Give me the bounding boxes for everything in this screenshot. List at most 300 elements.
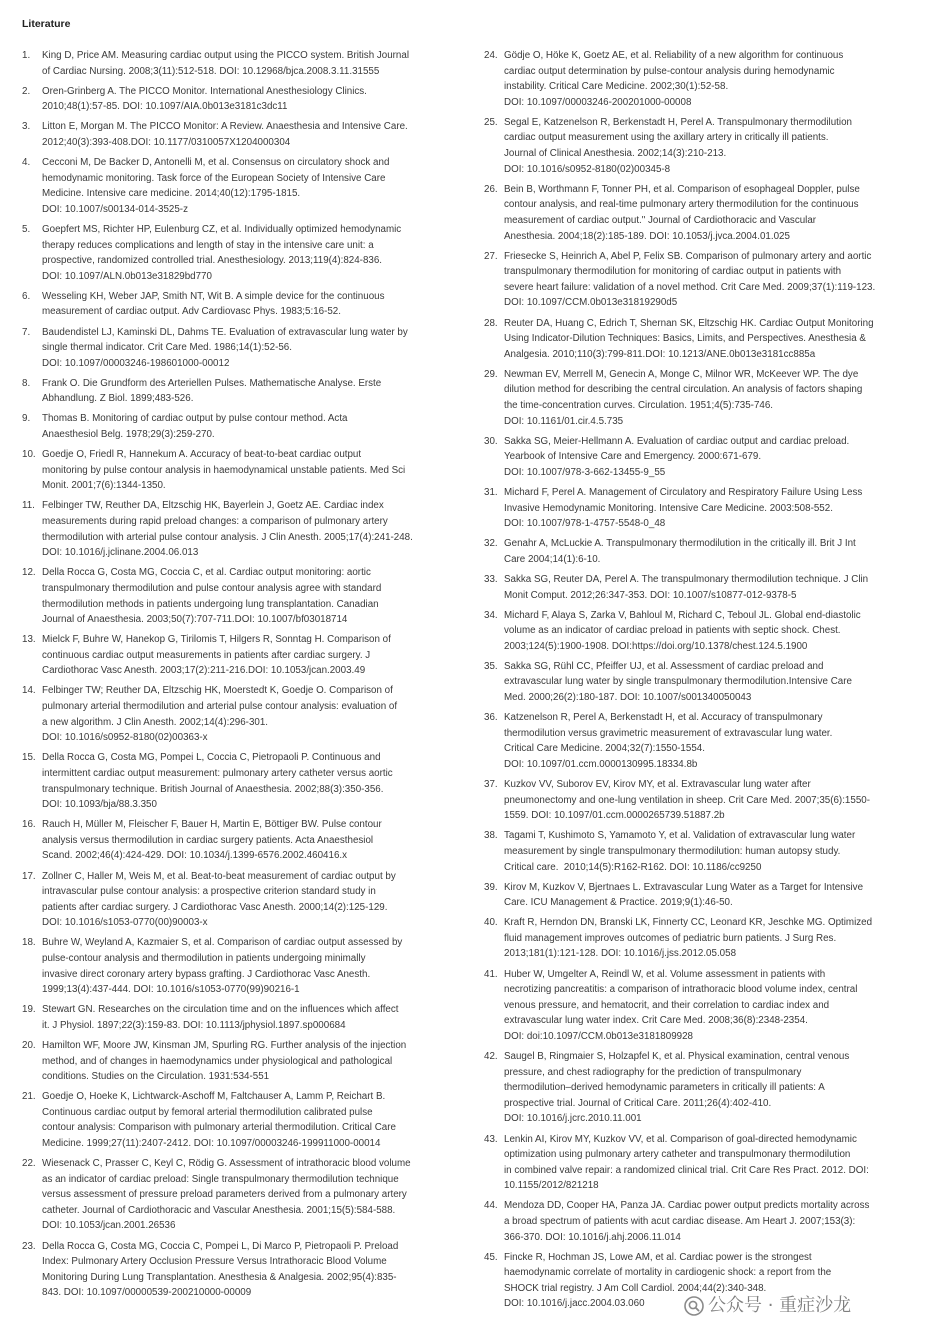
reference-text — [42, 1002, 456, 1033]
reference-line-box — [42, 597, 456, 613]
reference-line: Critical Care Medicine. 2004;32(7):1550-1554. — [504, 743, 705, 755]
reference-line-box — [504, 844, 918, 860]
reference-line: measurements during rapid preload changes: a comparison of pulmonary artery — [42, 516, 388, 528]
reference-line: pulmonary arterial thermodilution and arterial pulse contour analysis: evaluation of — [42, 701, 398, 713]
reference-item — [484, 572, 918, 603]
reference-number: 27. — [484, 250, 498, 262]
reference-line-box — [504, 828, 918, 844]
reference-line-box — [504, 690, 918, 706]
reference-line: Cardiothorac Vasc Anesth. 2003;17(2):211-216.DOI: 10.1053/jcan.2003.49 — [42, 665, 366, 677]
reference-line: extravascular lung water index. Crit Care Med. 2008;36(8):2348-2354. — [504, 1015, 808, 1027]
reference-number: 8. — [22, 377, 31, 389]
reference-number: 23. — [22, 1240, 36, 1252]
reference-number: 39. — [484, 881, 498, 893]
reference-line: Frank O. Die Grundform des Arteriellen Pulses. Mathematische Analyse. Erste — [42, 377, 382, 389]
reference-line: Oren-Grinberg A. The PICCO Monitor. International Anesthesiology Clinics. — [42, 85, 367, 97]
reference-line-box — [504, 1178, 918, 1194]
reference-line: Mielck F, Buhre W, Hanekop G, Tirilomis T, Hilgers R, Sonntag H. Comparison of — [42, 634, 391, 646]
reference-line-box — [42, 1054, 456, 1070]
reference-item — [22, 869, 456, 931]
reference-line-box — [42, 411, 456, 427]
reference-line: Wesseling KH, Weber JAP, Smith NT, Wit B. A simple device for the continuous — [42, 290, 385, 302]
reference-number: 3. — [22, 121, 31, 133]
reference-line-box — [504, 623, 918, 639]
reference-line: transpulmonary thermodilution and pulse contour analysis agree with standard — [42, 582, 382, 594]
reference-line: DOI: 10.1161/01.cir.4.5.735 — [504, 415, 624, 427]
reference-line-box — [42, 427, 456, 443]
reference-line-box — [42, 1018, 456, 1034]
reference-item — [22, 683, 456, 745]
reference-line: King D, Price AM. Measuring cardiac output using the PICCO system. British Journal — [42, 50, 409, 61]
reference-line: SHOCK trial registry. J Am Coll Cardiol. 2004;44(2):340-348. — [504, 1282, 767, 1294]
reference-line: Mendoza DD, Cooper HA, Panza JA. Cardiac power output predicts mortality across — [504, 1200, 870, 1212]
reference-line-box — [504, 1265, 918, 1281]
reference-line-box — [42, 1002, 456, 1018]
reference-line-box — [504, 998, 918, 1014]
reference-line-box — [42, 884, 456, 900]
reference-line-box — [42, 797, 456, 813]
reference-line: measurement of cardiac output. Adv Cardiovasc Phys. 1983;5:16-52. — [42, 306, 341, 318]
reference-line: Gödje O, Höke K, Goetz AE, et al. Reliability of a new algorithm for continuous — [504, 50, 844, 61]
reference-line-box — [42, 48, 456, 64]
reference-line-box — [42, 99, 456, 115]
reference-number: 41. — [484, 968, 498, 980]
reference-line: Goedje O, Hoeke K, Lichtwarck-Aschoff M, Faltchauser A, Lamm P, Reichart B. — [42, 1091, 386, 1103]
reference-line: method, and of changes in haemodynamics under physiological and pathological — [42, 1055, 393, 1067]
reference-line: Continuous cardiac output by femoral arterial thermodilution calibrated pulse — [42, 1106, 373, 1118]
reference-text — [504, 1132, 918, 1194]
reference-line-box — [504, 967, 918, 983]
reference-item — [484, 1198, 918, 1245]
reference-line-box — [42, 833, 456, 849]
reference-line-box — [42, 1203, 456, 1219]
reference-line: Segal E, Katzenelson R, Berkenstadt H, Perel A. Transpulmonary thermodilution — [504, 116, 852, 128]
reference-line-box — [42, 612, 456, 628]
reference-text — [504, 367, 918, 429]
reference-line-box — [504, 516, 918, 532]
reference-line-box — [42, 750, 456, 766]
reference-line-box — [504, 552, 918, 568]
reference-line: patients after cardiac surgery. J Cardiothorac Vasc Anesth. 2000;14(2):125-129. — [42, 901, 388, 913]
reference-text — [42, 447, 456, 494]
reference-line: contour analysis: Comparison with pulmonary arterial thermodilution. Critical Care — [42, 1122, 396, 1134]
reference-number: 5. — [22, 223, 31, 235]
reference-item — [484, 608, 918, 655]
reference-line: Abhandlung. Z Biol. 1899;483-526. — [42, 393, 194, 405]
reference-number: 45. — [484, 1251, 498, 1263]
reference-number: 28. — [484, 317, 498, 329]
reference-number: 29. — [484, 368, 498, 380]
reference-item — [22, 119, 456, 150]
reference-line-box — [42, 782, 456, 798]
reference-line: invasive direct coronary artery bypass grafting. J Cardiothorac Vasc Anesth. — [42, 968, 371, 980]
reference-number: 38. — [484, 830, 498, 842]
reference-line: DOI: 10.1016/s0952-8180(02)00363-x — [42, 732, 208, 744]
reference-line: Felbinger TW; Reuther DA, Eltzschig HK, Moerstedt K, Goedje O. Comparison of — [42, 685, 393, 697]
reference-line: Sakka SG, Meier-Hellmann A. Evaluation of cardiac output and cardiac preload. — [504, 435, 850, 447]
reference-line: thermodilution with arterial pulse contour analysis. J Clin Anesth. 2005;17(4):241-248. — [42, 531, 413, 543]
reference-line-box — [504, 182, 918, 198]
reference-line: cardiac output determination by pulse-contour analysis during hemodynamic — [504, 65, 835, 77]
reference-text — [42, 1156, 456, 1234]
reference-item — [484, 828, 918, 875]
reference-line-box — [42, 565, 456, 581]
reference-line: Kirov M, Kuzkov V, Bjertnaes L. Extravascular Lung Water as a Target for Intensive — [504, 881, 864, 893]
reference-line-box — [42, 935, 456, 951]
reference-line-box — [42, 848, 456, 864]
reference-number: 34. — [484, 609, 498, 621]
reference-line: Care. ICU Management & Practice. 2019;9(1):46-50. — [504, 897, 733, 909]
reference-line-box — [504, 64, 918, 80]
reference-line-box — [42, 900, 456, 916]
reference-line: Monitoring During Lung Transplantation. Anesthesia & Analgesia. 2002;95(4):835- — [42, 1271, 397, 1283]
reference-line: Hamilton WF, Moore JW, Kinsman JM, Spurling RG. Further analysis of the injection — [42, 1039, 407, 1051]
reference-line: DOI: 10.1016/s0952-8180(02)00345-8 — [504, 163, 671, 175]
reference-line: prospective, randomized controlled trial. Anesthesiology. 2013;119(4):824-836. — [42, 255, 383, 267]
reference-line-box — [42, 1172, 456, 1188]
reference-line-box — [504, 213, 918, 229]
reference-line-box — [42, 391, 456, 407]
reference-number: 4. — [22, 157, 31, 169]
reference-text — [504, 249, 918, 311]
reference-text — [42, 84, 456, 115]
reference-line-box — [42, 304, 456, 320]
reference-text — [504, 1198, 918, 1245]
reference-line: Lenkin AI, Kirov MY, Kuzkov VV, et al. Comparison of goal-directed hemodynamic — [504, 1133, 857, 1145]
reference-item — [484, 967, 918, 1045]
reference-line-box — [42, 1136, 456, 1152]
reference-number: 42. — [484, 1051, 498, 1063]
reference-text — [504, 485, 918, 532]
reference-line: transpulmonary technique. British Journal of Anaesthesia. 2002;88(3):350-356. — [42, 783, 384, 795]
reference-line: continuous cardiac output measurements in patients after cardiac surgery. J — [42, 649, 371, 661]
reference-line: Michard F, Alaya S, Zarka V, Bahloul M, Richard C, Teboul JL. Global end-diastolic — [504, 609, 861, 621]
reference-line-box — [504, 1080, 918, 1096]
reference-line-box — [42, 84, 456, 100]
reference-line-box — [504, 572, 918, 588]
reference-number: 33. — [484, 573, 498, 585]
reference-line: therapy reduces complications and length of stay in the intensive care unit: a — [42, 239, 374, 251]
reference-line: DOI: 10.1016/j.jcrc.2010.11.001 — [504, 1113, 642, 1125]
reference-line: Cecconi M, De Backer D, Antonelli M, et al. Consensus on circulatory shock and — [42, 157, 390, 169]
reference-line: Huber W, Umgelter A, Reindl W, et al. Volume assessment in patients with — [504, 968, 826, 980]
reference-number: 22. — [22, 1158, 36, 1170]
reference-line-box — [504, 1096, 918, 1112]
reference-item — [22, 411, 456, 442]
reference-line: measurement of cardiac output." Journal of Cardiothoracic and Vascular — [504, 214, 817, 226]
reference-text — [504, 1049, 918, 1127]
reference-line: 2003;124(5):1900-1908. DOI:https://doi.org/10.1378/chest.124.5.1900 — [504, 640, 808, 652]
reference-line-box — [504, 674, 918, 690]
reference-line-box — [504, 434, 918, 450]
reference-line-box — [504, 79, 918, 95]
reference-line: Sakka SG, Rühl CC, Pfeiffer UJ, et al. Assessment of cardiac preload and — [504, 660, 824, 672]
reference-item — [484, 1049, 918, 1127]
reference-line: Katzenelson R, Perel A, Berkenstadt H, et al. Accuracy of transpulmonary — [504, 712, 823, 724]
reference-text — [42, 1239, 456, 1301]
reference-number: 14. — [22, 685, 36, 697]
reference-line-box — [504, 146, 918, 162]
reference-line: thermodilution versus gravimetric measurement of extravascular lung water. — [504, 727, 833, 739]
reference-line: Scand. 2002;46(4):424-429. DOI: 10.1034/j.1399-6576.2002.460416.x — [42, 850, 348, 862]
reference-line-box — [504, 398, 918, 414]
reference-line-box — [504, 229, 918, 245]
reference-item — [22, 565, 456, 627]
reference-line-box — [504, 295, 918, 311]
reference-line: DOI: 10.1097/01.ccm.0000130995.18334.8b — [504, 758, 698, 770]
reference-item — [484, 659, 918, 706]
reference-line: Anaesthesiol Belg. 1978;29(3):259-270. — [42, 429, 215, 441]
reference-item — [22, 1002, 456, 1033]
reference-line-box — [42, 951, 456, 967]
reference-line-box — [42, 663, 456, 679]
reference-line: in combined valve repair: a randomized clinical trial. Crit Care Res Pract. 2012. DOI: — [504, 1164, 869, 1176]
reference-text — [42, 289, 456, 320]
reference-line: it. J Physiol. 1897;22(3):159-83. DOI: 10.1113/jphysiol.1897.sp000684 — [42, 1019, 346, 1031]
reference-line-box — [42, 699, 456, 715]
reference-line: Genahr A, McLuckie A. Transpulmonary thermodilution in the critically ill. Brit J Int — [504, 538, 856, 550]
reference-line: Reuter DA, Huang C, Edrich T, Shernan SK, Eltzschig HK. Cardiac Output Monitoring — [504, 317, 874, 329]
reference-number: 17. — [22, 870, 36, 882]
reference-line: DOI: 10.1097/ALN.0b013e31829bd770 — [42, 270, 212, 282]
reference-line: catheter. Journal of Cardiothoracic and Vascular Anesthesia. 2001;15(5):584-588. — [42, 1204, 396, 1216]
reference-line: measurement by single transpulmonary thermodilution: human autopsy study. — [504, 845, 841, 857]
reference-text — [504, 880, 918, 911]
reference-line: extravascular lung water by single transpulmonary thermodilution.Intensive Care — [504, 676, 852, 688]
reference-item — [22, 750, 456, 812]
reference-number: 9. — [22, 413, 31, 425]
reference-number: 12. — [22, 567, 36, 579]
reference-line: DOI: 10.1097/00003246-198601000-00012 — [42, 357, 230, 369]
reference-line: Saugel B, Ringmaier S, Holzapfel K, et al. Physical examination, central venous — [504, 1051, 850, 1063]
watermark-text: 公众号 · 重症沙龙 — [708, 1295, 852, 1316]
reference-line-box — [504, 639, 918, 655]
reference-line: DOI: 10.1053/jcan.2001.26536 — [42, 1220, 176, 1232]
reference-line-box — [42, 648, 456, 664]
reference-item — [484, 182, 918, 244]
reference-text — [504, 434, 918, 481]
reference-text — [42, 411, 456, 442]
reference-line-box — [42, 447, 456, 463]
reference-line: 366-370. DOI: 10.1016/j.ahj.2006.11.014 — [504, 1231, 681, 1243]
reference-line-box — [504, 331, 918, 347]
reference-item — [22, 632, 456, 679]
reference-line-box — [42, 1089, 456, 1105]
reference-text — [504, 115, 918, 177]
reference-line: optimization using pulmonary artery catheter and transpulmonary thermodilution — [504, 1149, 851, 1161]
reference-line: Anesthesia. 2004;18(2):185-189. DOI: 10.1053/j.jvca.2004.01.025 — [504, 230, 790, 242]
reference-line-box — [504, 249, 918, 265]
reference-line: Goepfert MS, Richter HP, Eulenburg CZ, et al. Individually optimized hemodynamic — [42, 223, 402, 235]
reference-number: 32. — [484, 538, 498, 550]
reference-line: DOI: 10.1007/978-3-662-13455-9_55 — [504, 466, 666, 478]
reference-item — [484, 915, 918, 962]
reference-item — [22, 447, 456, 494]
reference-line-box — [42, 545, 456, 561]
reference-number: 36. — [484, 712, 498, 724]
reference-line-box — [504, 726, 918, 742]
reference-item — [484, 880, 918, 911]
reference-line: DOI: 10.1007/978-1-4757-5548-0_48 — [504, 518, 666, 530]
reference-item — [22, 48, 456, 79]
reference-line: Della Rocca G, Costa MG, Coccia C, et al. Cardiac output monitoring: aortic — [42, 567, 371, 579]
reference-line-box — [504, 1065, 918, 1081]
reference-line-box — [42, 186, 456, 202]
reference-item — [484, 434, 918, 481]
reference-line: prospective trial. Journal of Critical Care. 2011;26(4):402-410. — [504, 1097, 772, 1109]
reference-line-box — [504, 777, 918, 793]
reference-line-box — [504, 1250, 918, 1266]
reference-item — [484, 316, 918, 363]
reference-line: DOI: 10.1016/j.jacc.2004.03.060 — [504, 1298, 645, 1310]
reference-line: 2012;40(3):393-408.DOI: 10.1177/0310057X1204000304 — [42, 136, 291, 148]
reference-line-box — [504, 1230, 918, 1246]
reference-text — [42, 376, 456, 407]
reference-line-box — [42, 135, 456, 151]
reference-line: instability. Critical Care Medicine. 2002;30(1):52-58. — [504, 81, 729, 93]
reference-item — [22, 1038, 456, 1085]
reference-item — [484, 777, 918, 824]
reference-line-box — [504, 48, 918, 64]
reference-line: Goedje O, Friedl R, Hannekum A. Accuracy of beat-to-beat cardiac output — [42, 449, 362, 461]
reference-text — [42, 817, 456, 864]
reference-line-box — [42, 1069, 456, 1085]
reference-number: 37. — [484, 779, 498, 791]
reference-line: necrotizing pancreatitis: a comparison of intrathoracic blood volume index, central — [504, 984, 858, 996]
reference-number: 26. — [484, 183, 498, 195]
reference-text — [42, 565, 456, 627]
reference-number: 31. — [484, 486, 498, 498]
reference-line-box — [42, 1218, 456, 1234]
reference-line-box — [42, 289, 456, 305]
reference-item — [484, 115, 918, 177]
reference-line-box — [42, 478, 456, 494]
reference-line: volume as an indicator of cardiac preload in patients with septic shock. Chest. — [504, 625, 841, 637]
reference-item — [22, 498, 456, 560]
reference-item — [22, 1239, 456, 1301]
reference-line: venous pressure, and hematocrit, and their correlation to cardiac index and — [504, 999, 830, 1011]
reference-text — [504, 710, 918, 772]
reference-number: 35. — [484, 660, 498, 672]
reference-line: Bein B, Worthmann F, Tonner PH, et al. Comparison of esophageal Doppler, pulse — [504, 183, 860, 195]
reference-text — [504, 608, 918, 655]
reference-line: a new algorithm. J Clin Anesth. 2002;14(4):296-301. — [42, 716, 269, 728]
reference-line-box — [42, 581, 456, 597]
reference-number: 7. — [22, 326, 31, 338]
reference-line-box — [42, 376, 456, 392]
reference-line: conditions. Studies on the Circulation. 1931:534-551 — [42, 1071, 270, 1083]
reference-number: 20. — [22, 1039, 36, 1051]
reference-item — [22, 289, 456, 320]
wechat-official-account-icon — [684, 1296, 704, 1316]
reference-item — [484, 536, 918, 567]
reference-line: Thomas B. Monitoring of cardiac output by pulse contour method. Acta — [42, 413, 348, 425]
reference-line-box — [504, 757, 918, 773]
reference-line: monitoring by pulse contour analysis in haemodynamical unstable patients. Med Sci — [42, 464, 406, 476]
reference-line: Yearbook of Intensive Care and Emergency. 2000:671-679. — [504, 451, 762, 463]
reference-text — [504, 48, 918, 110]
reference-line-box — [504, 465, 918, 481]
reference-line-box — [42, 356, 456, 372]
reference-column-left — [22, 48, 456, 1305]
reference-line-box — [504, 1132, 918, 1148]
reference-number: 6. — [22, 290, 31, 302]
reference-item — [22, 325, 456, 372]
reference-line: 2010;48(1):57-85. DOI: 10.1097/AIA.0b013e3181c3dc11 — [42, 101, 288, 113]
reference-line-box — [504, 1111, 918, 1127]
reference-line-box — [504, 162, 918, 178]
reference-text — [504, 536, 918, 567]
reference-line-box — [42, 498, 456, 514]
reference-item — [484, 485, 918, 532]
reference-line: a broad spectrum of patients with acut cardiac disease. Am Heart J. 2007;153(3): — [504, 1215, 856, 1227]
reference-line-box — [42, 1120, 456, 1136]
reference-line: DOI: 10.1016/j.jclinane.2004.06.013 — [42, 547, 199, 559]
reference-line-box — [42, 340, 456, 356]
reference-line-box — [504, 449, 918, 465]
reference-text — [42, 683, 456, 745]
reference-line-box — [42, 64, 456, 80]
reference-number: 19. — [22, 1004, 36, 1016]
reference-line-box — [42, 171, 456, 187]
reference-line: Felbinger TW, Reuther DA, Eltzschig HK, Bayerlein J, Goetz AE. Cardiac index — [42, 500, 384, 512]
reference-line: Journal of Clinical Anesthesia. 2002;14(3):210-213. — [504, 148, 727, 160]
reference-line: Monit Comput. 2012;26:347-353. DOI: 10.1007/s10877-012-9378-5 — [504, 589, 797, 601]
reference-line-box — [42, 715, 456, 731]
reference-number: 43. — [484, 1133, 498, 1145]
reference-line: Zollner C, Haller M, Weis M, et al. Beat-to-beat measurement of cardiac output by — [42, 870, 396, 882]
reference-number: 40. — [484, 917, 498, 929]
reference-line: 10.1155/2012/821218 — [504, 1180, 599, 1192]
reference-line-box — [42, 514, 456, 530]
reference-line: transpulmonary thermodilution for monitoring of cardiac output in patients with — [504, 266, 842, 278]
reference-line-box — [42, 222, 456, 238]
reference-line-box — [504, 95, 918, 111]
reference-text — [42, 1089, 456, 1151]
reference-line: dilution method for describing the central circulation. An analysis of factors shaping — [504, 384, 863, 396]
reference-line: Fincke R, Hochman JS, Lowe AM, et al. Cardiac power is the strongest — [504, 1251, 812, 1263]
reference-line-box — [42, 632, 456, 648]
reference-number: 30. — [484, 435, 498, 447]
reference-line: cardiac output measurement using the axillary artery in critically ill patients. — [504, 132, 829, 144]
reference-line-box — [42, 325, 456, 341]
reference-line-box — [42, 155, 456, 171]
reference-line-box — [504, 710, 918, 726]
reference-number: 44. — [484, 1200, 498, 1212]
reference-line: DOI: 10.1097/CCM.0b013e31819290d5 — [504, 297, 678, 309]
reference-line: analysis versus thermodilution in cardiac surgery patients. Acta Anaesthesiol — [42, 834, 374, 846]
reference-line: Using Indicator-Dilution Techniques: Basics, Limits, and Perspectives. Anesthesia & — [504, 333, 866, 345]
reference-item — [484, 249, 918, 311]
reference-line-box — [504, 915, 918, 931]
reference-line: DOI: 10.1016/s1053-0770(00)90003-x — [42, 917, 208, 929]
reference-text — [42, 632, 456, 679]
reference-line-box — [504, 316, 918, 332]
reference-line: versus assessment of pressure preload parameters derived from a pulmonary artery — [42, 1189, 407, 1201]
reference-text — [504, 659, 918, 706]
reference-line-box — [504, 264, 918, 280]
reference-line-box — [504, 501, 918, 517]
reference-line: Analgesia. 2010;110(3):799-811.DOI: 10.1213/ANE.0b013e3181cc885a — [504, 348, 816, 360]
reference-line: DOI: 10.1007/s00134-014-3525-z — [42, 203, 188, 215]
reference-text — [42, 869, 456, 931]
reference-line-box — [504, 1214, 918, 1230]
reference-line: Tagami T, Kushimoto S, Yamamoto Y, et al. Validation of extravascular lung water — [504, 830, 856, 842]
reference-line: Friesecke S, Heinrich A, Abel P, Felix SB. Comparison of pulmonary artery and aortic — [504, 250, 872, 262]
reference-number: 21. — [22, 1091, 36, 1103]
reference-line: DOI: 10.1097/00003246-200201000-00008 — [504, 96, 692, 108]
reference-line-box — [42, 238, 456, 254]
